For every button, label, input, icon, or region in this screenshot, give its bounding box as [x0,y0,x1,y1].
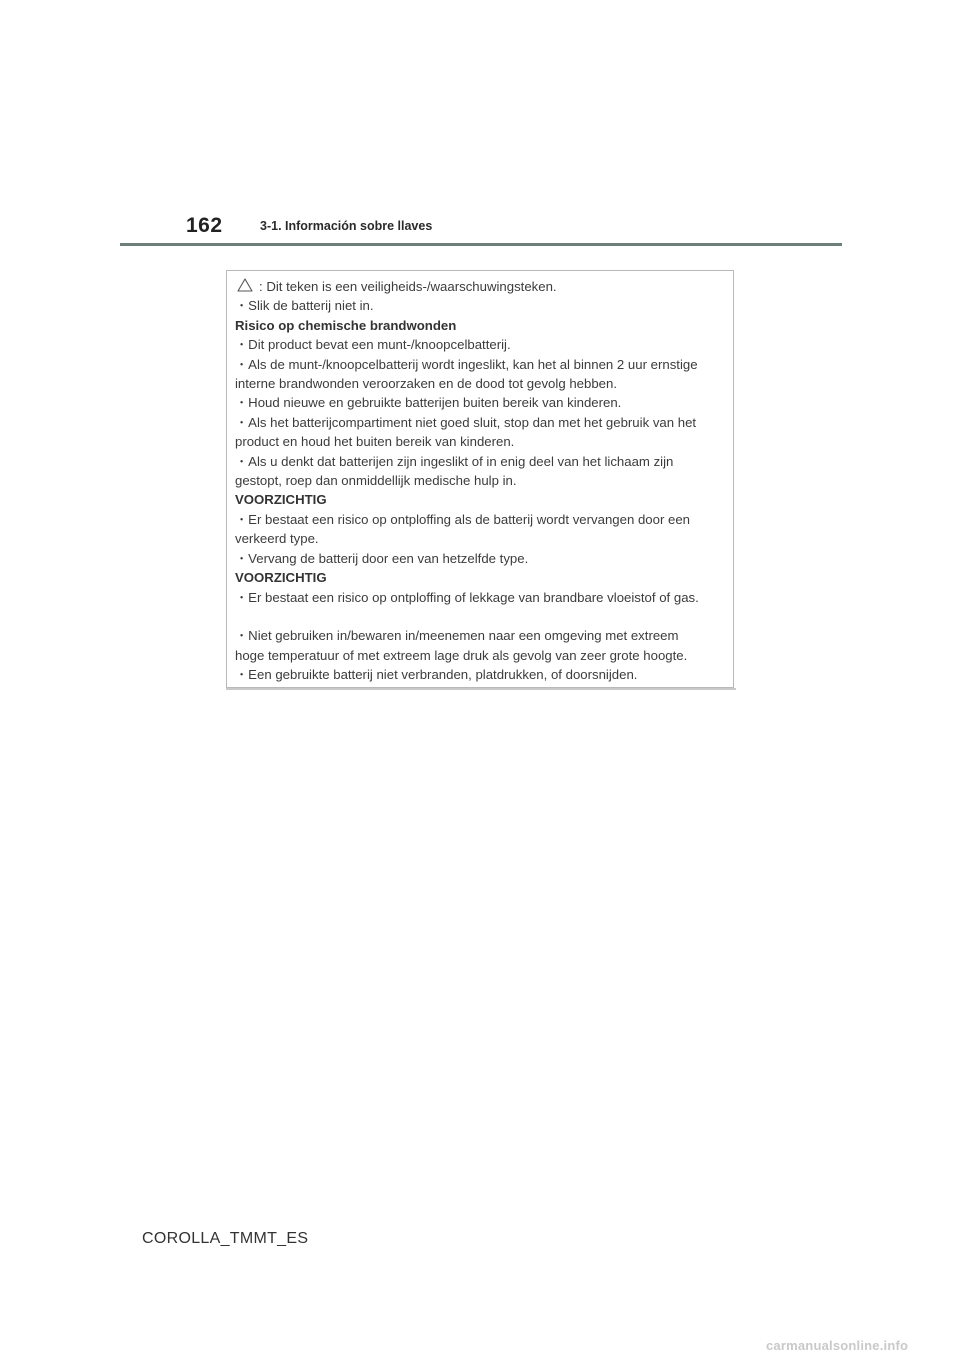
warning-text [235,277,730,685]
warning-line: ・Als het batterijcompartiment niet goed sluit, stop dan met het gebruik van het [235,414,697,430]
warning-line: ・Dit product bevat een munt-/knoopcelbatterij. [235,337,511,353]
warning-line: ・Als u denkt dat batterijen zijn ingeslikt of in enig deel van het lichaam zijn [235,453,674,469]
header-rule [120,243,842,246]
warning-line: ・Er bestaat een risico op ontploffing als de batterij wordt vervangen door een [235,511,691,527]
heading-chemical-burns: Risico op chemische brandwonden [235,317,457,333]
page-number: 162 [186,214,223,237]
blank-line [235,607,730,626]
section-title: 3-1. Información sobre llaves [260,219,433,233]
heading-caution: VOORZICHTIG [235,570,327,586]
warning-triangle-icon [237,278,253,292]
warning-line: ・Houd nieuwe en gebruikte batterijen buiten bereik van kinderen. [235,395,622,411]
warning-box [226,270,734,688]
footer-code: COROLLA_TMMT_ES [142,1230,309,1247]
warning-intro-line [235,277,730,296]
watermark: carmanualsonline.info [766,1338,909,1353]
warning-line: hoge temperatuur of met extreem lage druk als gevolg van zeer grote hoogte. [235,647,688,663]
warning-line: verkeerd type. [235,531,319,547]
warning-line: product en houd het buiten bereik van kinderen. [235,434,515,450]
warning-line: ・Een gebruikte batterij niet verbranden, platdrukken, of doorsnijden. [235,667,638,683]
warning-line: gestopt, roep dan onmiddellijk medische hulp in. [235,473,517,489]
heading-caution: VOORZICHTIG [235,492,327,508]
warning-line: ・Slik de batterij niet in. [235,298,374,314]
warning-line: ・Er bestaat een risico op ontploffing of lekkage van brandbare vloeistof of gas. [235,589,699,605]
warning-line: ・Niet gebruiken in/bewaren in/meenemen naar een omgeving met extreem [235,628,679,644]
warning-line: ・Als de munt-/knoopcelbatterij wordt ingeslikt, kan het al binnen 2 uur ernstige [235,356,698,372]
warning-line: interne brandwonden veroorzaken en de dood tot gevolg hebben. [235,376,617,392]
warning-line: ・Vervang de batterij door een van hetzelfde type. [235,550,529,566]
warning-intro: : Dit teken is een veiligheids-/waarschuwingsteken. [259,279,557,294]
